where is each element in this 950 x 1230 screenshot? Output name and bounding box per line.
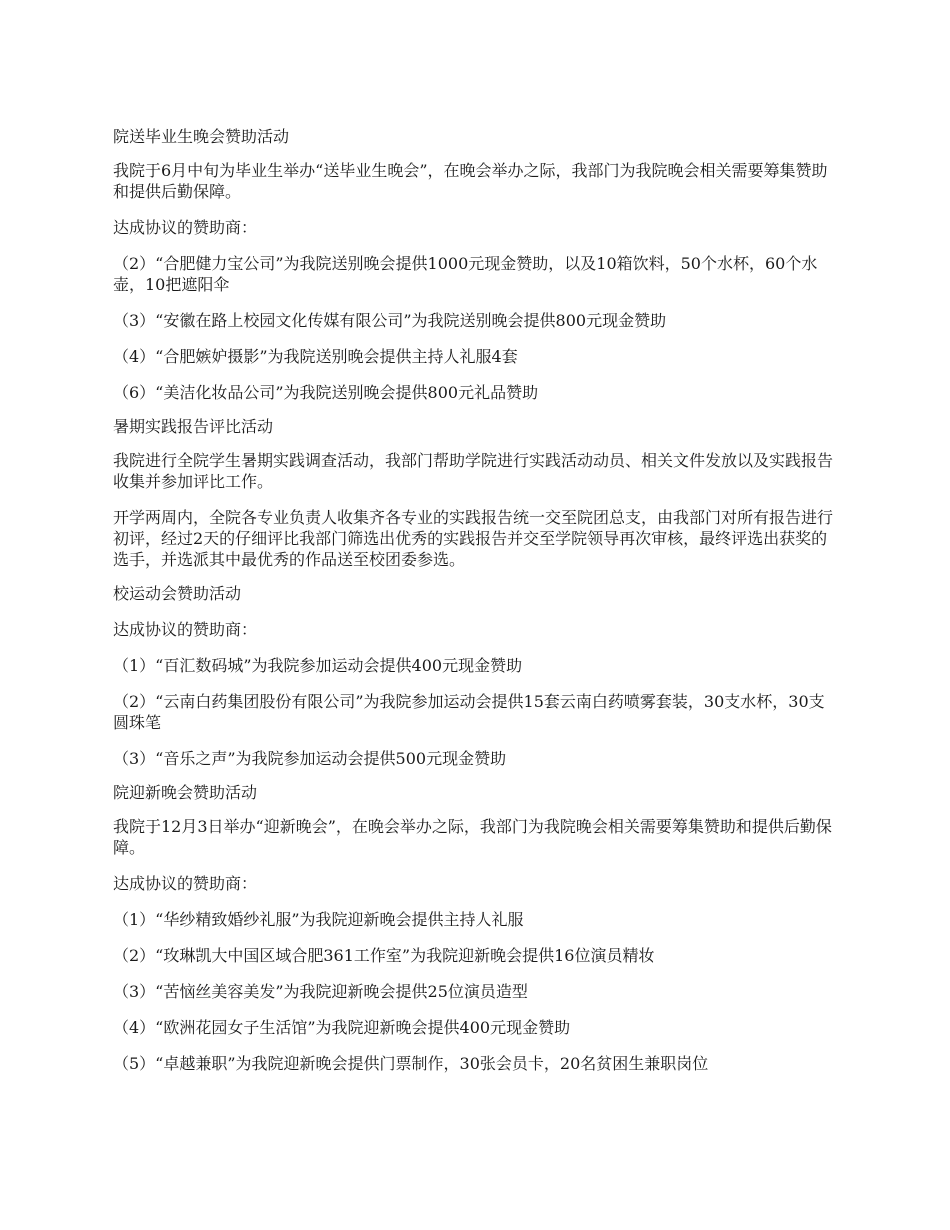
sponsor-item: （4）“合肥嫉妒摄影”为我院送别晚会提供主持人礼服4套 — [113, 347, 518, 366]
sponsor-list-label: 达成协议的赞助商： — [113, 620, 258, 639]
paragraph-graduation-intro: 我院于6月中旬为毕业生举办“送毕业生晚会”，在晚会举办之际，我部门为我院晚会相关需要筹集赞助和提供后勤保障。 — [113, 161, 828, 201]
paragraph-summer-intro: 我院进行全院学生暑期实践调查活动，我部门帮助学院进行实践活动动员、相关文件发放以及实践报告收集并参加评比工作。 — [113, 451, 834, 491]
sponsor-list-label: 达成协议的赞助商： — [113, 218, 258, 237]
section-heading-summer-practice: 暑期实践报告评比活动 — [113, 417, 274, 436]
sponsor-item: （2）“合肥健力宝公司”为我院送别晚会提供1000元现金赞助，以及10箱饮料，50个水杯，60个水壶，10把遮阳伞 — [113, 254, 818, 294]
sponsor-item: （6）“美洁化妆品公司”为我院送别晚会提供800元礼品赞助 — [113, 383, 539, 402]
sponsor-list-label: 达成协议的赞助商： — [113, 874, 258, 893]
section-heading-graduation-gala: 院送毕业生晚会赞助活动 — [113, 127, 290, 146]
sponsor-item: （3）“苦恼丝美容美发”为我院迎新晚会提供25位演员造型 — [113, 982, 528, 1001]
sponsor-item: （1）“华纱精致婚纱礼服”为我院迎新晚会提供主持人礼服 — [113, 910, 524, 929]
sponsor-item: （2）“玫琳凯大中国区域合肥361工作室”为我院迎新晚会提供16位演员精妆 — [113, 946, 655, 965]
sponsor-item: （4）“欧洲花园女子生活馆”为我院迎新晚会提供400元现金赞助 — [113, 1018, 571, 1037]
sponsor-item: （3）“音乐之声”为我院参加运动会提供500元现金赞助 — [113, 749, 507, 768]
sponsor-item: （2）“云南白药集团股份有限公司”为我院参加运动会提供15套云南白药喷雾套装，30支水杯，30支圆珠笔 — [113, 692, 825, 732]
sponsor-item: （3）“安徽在路上校园文化传媒有限公司”为我院送别晚会提供800元现金赞助 — [113, 311, 667, 330]
document-body — [113, 126, 838, 1089]
section-heading-welcome-gala: 院迎新晚会赞助活动 — [113, 783, 258, 802]
section-heading-sports-meet: 校运动会赞助活动 — [113, 584, 242, 603]
paragraph-summer-review: 开学两周内，全院各专业负责人收集齐各专业的实践报告统一交至院团总支，由我部门对所有报告进行初评，经过2天的仔细评比我部门筛选出优秀的实践报告并交至学院领导再次审核，最终评选出获奖的选手，并选派其中最优秀的作品送至校团委参选。 — [113, 508, 834, 569]
sponsor-item: （1）“百汇数码城”为我院参加运动会提供400元现金赞助 — [113, 656, 523, 675]
sponsor-item: （5）“卓越兼职”为我院迎新晚会提供门票制作，30张会员卡，20名贫困生兼职岗位 — [113, 1054, 709, 1073]
paragraph-welcome-intro: 我院于12月3日举办“迎新晚会”，在晚会举办之际，我部门为我院晚会相关需要筹集赞助和提供后勤保障。 — [113, 817, 832, 857]
